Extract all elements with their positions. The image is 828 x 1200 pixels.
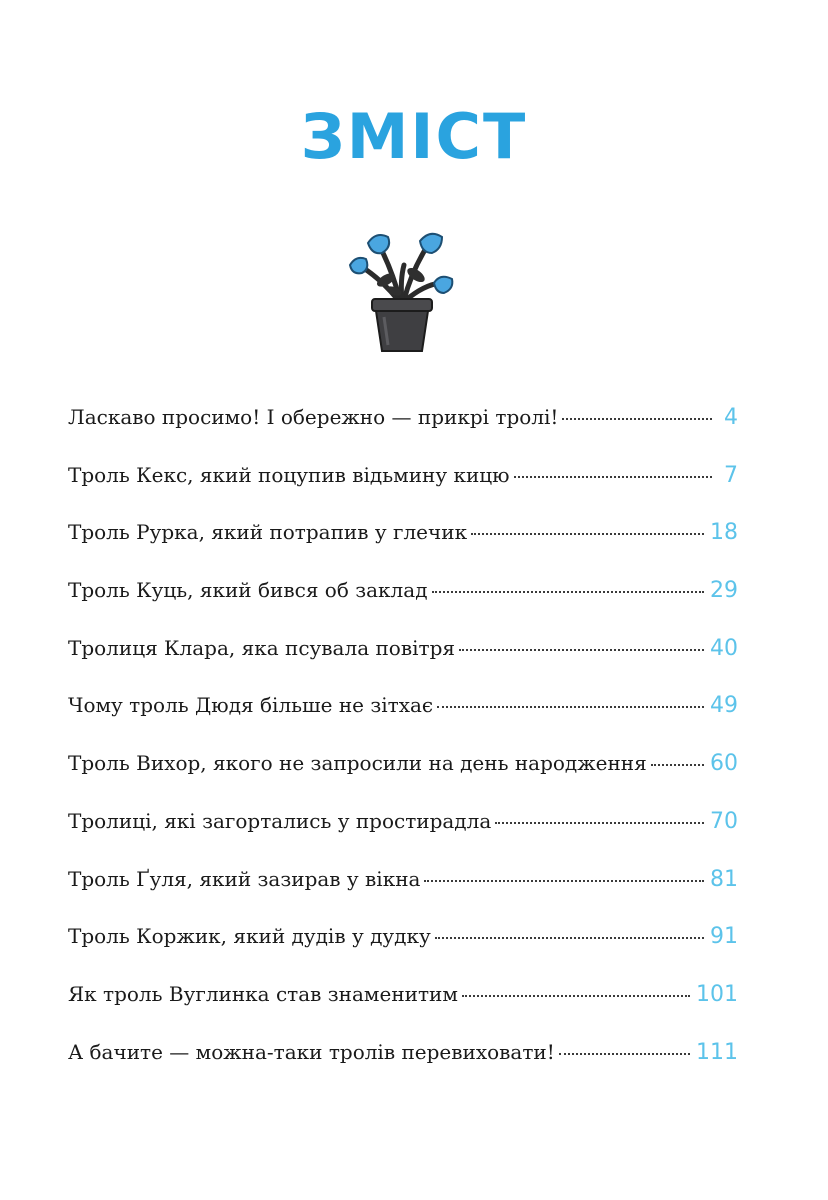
toc-entry-title: Як троль Вуглинка став знаменитим [68, 981, 458, 1006]
dot-leader [514, 476, 712, 478]
toc-entry-title: Тролиця Клара, яка псувала повітря [68, 635, 455, 660]
potted-plant-icon [342, 225, 462, 355]
toc-entry-page-number: 111 [696, 1039, 738, 1065]
dot-leader [459, 649, 704, 651]
toc-entry-title: Троль Вихор, якого не запросили на день народження [68, 751, 647, 776]
page-title: ЗМІСТ [300, 100, 528, 173]
toc-entry[interactable] [68, 809, 738, 867]
dot-leader [651, 764, 704, 766]
toc-entry-page-number: 60 [710, 751, 738, 777]
toc-entry[interactable] [68, 924, 738, 982]
toc-entry[interactable] [68, 405, 738, 463]
toc-entry-page-number: 49 [710, 693, 738, 719]
dot-leader [495, 822, 704, 824]
toc-entry[interactable] [68, 463, 738, 521]
table-of-contents [68, 405, 738, 1097]
toc-entry-title: Чому троль Дюдя більше не зітхає [68, 693, 434, 718]
toc-entry-page-number: 18 [710, 520, 738, 546]
toc-entry[interactable] [68, 693, 738, 751]
toc-entry-title: Тролиці, які загортались у простирадла [68, 808, 492, 833]
toc-entry-title: Ласкаво просимо! І обережно — прикрі тролі! [68, 405, 559, 429]
toc-entry-title: Троль Куць, який бився об заклад [68, 578, 428, 603]
toc-entry[interactable] [68, 636, 738, 694]
toc-entry[interactable] [68, 578, 738, 636]
toc-entry-title: Троль Ґуля, який зазирав у вікна [68, 866, 421, 891]
dot-leader [471, 533, 704, 535]
toc-entry-page-number: 40 [710, 635, 738, 661]
toc-entry[interactable] [68, 867, 738, 925]
toc-entry-page-number: 81 [710, 866, 738, 892]
toc-entry-title: Троль Коржик, який дудів у дудку [68, 924, 431, 949]
dot-leader [424, 880, 704, 882]
dot-leader [559, 1053, 690, 1055]
dot-leader [437, 706, 704, 708]
toc-entry-page-number: 101 [696, 981, 738, 1007]
toc-entry-title: А бачите — можна-таки тролів перевиховати! [68, 1039, 555, 1064]
dot-leader [462, 995, 690, 997]
dot-leader [435, 937, 704, 939]
toc-entry-title: Троль Рурка, який потрапив у глечик [68, 520, 468, 545]
toc-entry[interactable] [68, 982, 738, 1040]
toc-entry[interactable] [68, 520, 738, 578]
dot-leader [562, 418, 712, 420]
dot-leader [432, 591, 704, 593]
toc-entry-page-number: 91 [710, 924, 738, 950]
toc-entry-page-number: 29 [710, 578, 738, 604]
toc-entry-title: Троль Кекс, який поцупив відьмину кицю [68, 462, 510, 487]
toc-entry[interactable] [68, 1040, 738, 1098]
toc-entry-page-number: 7 [724, 462, 738, 488]
toc-entry[interactable] [68, 751, 738, 809]
toc-entry-page-number: 4 [724, 405, 738, 430]
toc-entry-page-number: 70 [710, 808, 738, 834]
